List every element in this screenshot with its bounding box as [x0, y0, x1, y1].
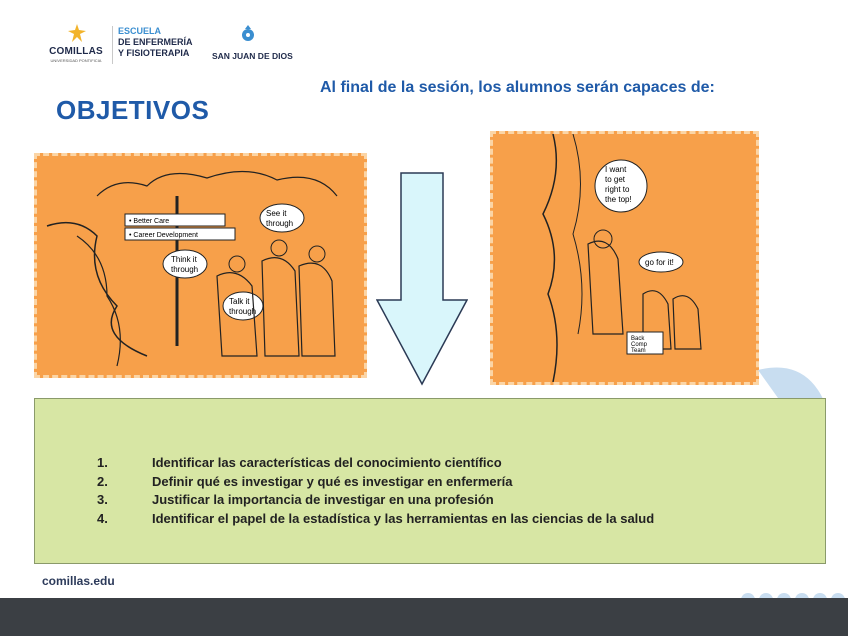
objective-text: Definir qué es investigar y qué es investigar en enfermería: [152, 473, 513, 489]
objective-text: Identificar el papel de la estadística y las herramientas en las ciencias de la salud: [152, 510, 655, 526]
objective-number: 3.: [97, 492, 108, 507]
objective-text: Identificar las características del conocimiento científico: [152, 455, 502, 470]
objective-text: Justificar la importancia de investigar en una profesión: [152, 492, 494, 507]
bubble-want-1: I want: [605, 165, 627, 174]
cartoon-climb-to-top: [490, 131, 759, 385]
objective-item: [97, 510, 654, 529]
sign-line-1: • Better Care: [129, 218, 170, 225]
objective-number: 4.: [97, 510, 108, 526]
objective-item: [97, 454, 654, 473]
objective-number: 2.: [97, 473, 108, 489]
header-logos: [44, 22, 304, 70]
bubble-want-2: to get: [605, 175, 626, 184]
bubble-want-3: right to: [605, 185, 630, 194]
pomegranate-icon: [240, 24, 256, 42]
slide-title: OBJETIVOS: [56, 95, 210, 125]
bubble-talk-1: Talk it: [229, 297, 250, 306]
school-line-3: Y FISIOTERAPIA: [118, 48, 190, 58]
bubble-see-2: through: [266, 219, 294, 228]
objective-item: [97, 491, 654, 510]
bubble-go: go for it!: [645, 258, 674, 267]
sign-right-3: Team: [631, 348, 646, 354]
footer-bar: [0, 598, 848, 636]
comillas-logo: [44, 22, 108, 70]
bubble-think-1: Think it: [171, 255, 197, 264]
slide-subtitle: Al final de la sesión, los alumnos serán capaces de:: [320, 79, 715, 96]
footer-url[interactable]: comillas.edu: [42, 574, 115, 588]
school-name: [118, 26, 193, 59]
cross-icon: [68, 24, 86, 42]
objectives-box: [34, 398, 826, 564]
cartoon-illustration-climb: [493, 134, 756, 382]
cartoon-illustration: [37, 156, 364, 375]
objective-item: [97, 473, 654, 492]
bubble-see-1: See it: [266, 209, 287, 218]
down-arrow-icon: [376, 172, 468, 386]
school-line-1: ESCUELA: [118, 26, 162, 36]
bubble-think-2: through: [171, 265, 199, 274]
cartoon-think-it-through: [34, 153, 367, 378]
objective-number: 1.: [97, 455, 108, 470]
bubble-want-4: the top!: [605, 195, 632, 204]
objectives-list: [97, 454, 654, 528]
sign-line-2: • Career Development: [129, 232, 198, 239]
comillas-logo-text: COMILLAS: [49, 46, 103, 57]
logo-divider: [112, 26, 113, 64]
sign-right-1: Back: [631, 336, 645, 342]
sign-right-2: Comp: [631, 342, 648, 348]
bubble-talk-2: through: [229, 307, 257, 316]
school-line-2: DE ENFERMERÍA: [118, 37, 193, 47]
sjd-logo-text: SAN JUAN DE DIOS: [212, 51, 293, 61]
comillas-logo-subtext: UNIVERSIDAD PONTIFICIA: [50, 58, 102, 63]
